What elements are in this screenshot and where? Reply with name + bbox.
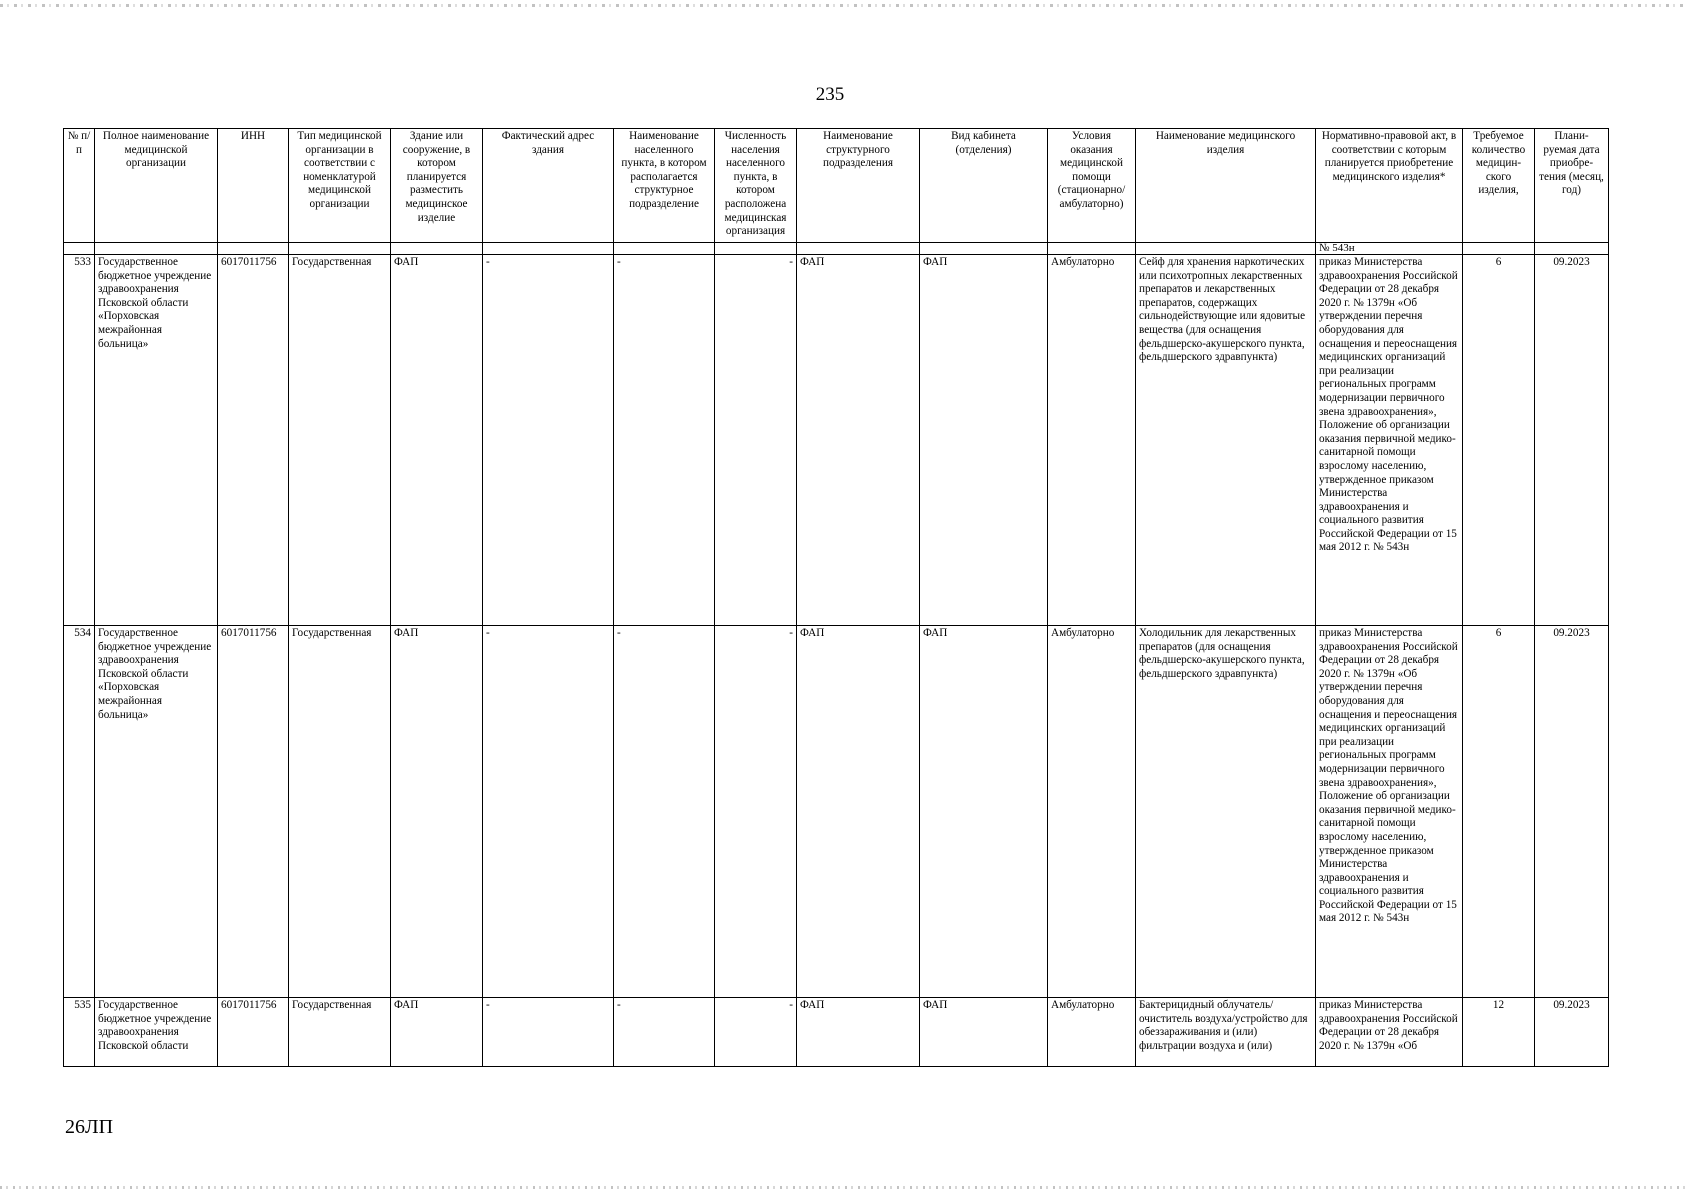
population: - bbox=[715, 255, 797, 626]
header-cell: Наименование структурного подразделения bbox=[797, 129, 920, 243]
organization-type: Государственная bbox=[289, 255, 391, 626]
header-cell: Требуемое количество медицин-ского изделия, bbox=[1463, 129, 1535, 243]
population: - bbox=[715, 626, 797, 998]
medical-device: Сейф для хранения наркотических или психотропных лекарственных препаратов и лекарственных препаратов, содержащих сильнодействующие или ядовитые вещества (для оснащения фельдшерско-акушерского пункта, фельдшерского здравпункта) bbox=[1136, 255, 1316, 626]
care-conditions: Амбулаторно bbox=[1048, 626, 1136, 998]
header-cell: № п/п bbox=[64, 129, 95, 243]
settlement: - bbox=[614, 626, 715, 998]
header-cell: Здание или сооружение, в котором планируется разместить медицинское изделие bbox=[391, 129, 483, 243]
row-number: 534 bbox=[64, 626, 95, 998]
organization-name: Государственное бюджетное учреждение здравоохранения Псковской области «Порховская межрайонная больница» bbox=[95, 255, 218, 626]
legal-act: приказ Министерства здравоохранения Российской Федерации от 28 декабря 2020 г. № 1379н «Об утверждении перечня оборудования для оснащения и переоснащения медицинских организаций при реализации региональных программ модернизации первичного звена здравоохранения», Положение об организации оказания первичной медико-санитарной помощи взрослому населению, утвержденное приказом Министерства здравоохранения и социального развития Российской Федерации от 15 мая 2012 г. № 543н bbox=[1316, 626, 1463, 998]
cabinet-type: ФАП bbox=[920, 255, 1048, 626]
organization-name: Государственное бюджетное учреждение здравоохранения Псковской области «Порховская межрайонная больница» bbox=[95, 626, 218, 998]
equipment-table bbox=[63, 128, 1609, 1067]
organization-type: Государственная bbox=[289, 626, 391, 998]
building: ФАП bbox=[391, 255, 483, 626]
medical-device: Холодильник для лекарственных препаратов (для оснащения фельдшерско-акушерского пункта, фельдшерского здравпункта) bbox=[1136, 626, 1316, 998]
continuation-text: № 543н bbox=[1316, 243, 1463, 255]
planned-date: 09.2023 bbox=[1535, 255, 1609, 626]
continuation-row bbox=[64, 243, 1609, 255]
planned-date: 09.2023 bbox=[1535, 626, 1609, 998]
quantity: 6 bbox=[1463, 626, 1535, 998]
cabinet-type: ФАП bbox=[920, 998, 1048, 1067]
header-cell: Условия оказания медицинской помощи (стационарно/ амбулаторно) bbox=[1048, 129, 1136, 243]
care-conditions: Амбулаторно bbox=[1048, 255, 1136, 626]
table-row bbox=[64, 998, 1609, 1067]
header-cell: Тип медицинской организации в соответствии с номенклатурой медицинской организации bbox=[289, 129, 391, 243]
table-row bbox=[64, 255, 1609, 626]
inn: 6017011756 bbox=[218, 626, 289, 998]
settlement: - bbox=[614, 998, 715, 1067]
page-number: 235 bbox=[815, 84, 845, 105]
quantity: 6 bbox=[1463, 255, 1535, 626]
row-number: 535 bbox=[64, 998, 95, 1067]
scan-noise-bottom bbox=[0, 1186, 1686, 1189]
settlement: - bbox=[614, 255, 715, 626]
table-header-row bbox=[64, 129, 1609, 243]
cabinet-type: ФАП bbox=[920, 626, 1048, 998]
header-cell: Нормативно-правовой акт, в соответствии с которым планируется приобретение медицинского изделия* bbox=[1316, 129, 1463, 243]
header-cell: Численность населения населенного пункта, в котором расположена медицинская организация bbox=[715, 129, 797, 243]
header-cell: Полное наименование медицинской организации bbox=[95, 129, 218, 243]
address: - bbox=[483, 255, 614, 626]
organization-type: Государственная bbox=[289, 998, 391, 1067]
legal-act: приказ Министерства здравоохранения Российской Федерации от 28 декабря 2020 г. № 1379н «Об bbox=[1316, 998, 1463, 1067]
inn: 6017011756 bbox=[218, 998, 289, 1067]
care-conditions: Амбулаторно bbox=[1048, 998, 1136, 1067]
header-cell: Наименование населенного пункта, в котором располагается структурное подразделение bbox=[614, 129, 715, 243]
structural-unit: ФАП bbox=[797, 626, 920, 998]
address: - bbox=[483, 626, 614, 998]
header-cell: Вид кабинета (отделения) bbox=[920, 129, 1048, 243]
quantity: 12 bbox=[1463, 998, 1535, 1067]
scan-noise-top bbox=[0, 4, 1686, 7]
structural-unit: ФАП bbox=[797, 998, 920, 1067]
header-cell: ИНН bbox=[218, 129, 289, 243]
medical-device: Бактерицидный облучатель/очиститель воздуха/устройство для обеззараживания и (или) фильтрации воздуха и (или) bbox=[1136, 998, 1316, 1067]
header-cell: Фактический адрес здания bbox=[483, 129, 614, 243]
inn: 6017011756 bbox=[218, 255, 289, 626]
population: - bbox=[715, 998, 797, 1067]
building: ФАП bbox=[391, 998, 483, 1067]
address: - bbox=[483, 998, 614, 1067]
row-number: 533 bbox=[64, 255, 95, 626]
footer-mark: 26ЛП bbox=[65, 1116, 114, 1138]
table-row bbox=[64, 626, 1609, 998]
legal-act: приказ Министерства здравоохранения Российской Федерации от 28 декабря 2020 г. № 1379н «Об утверждении перечня оборудования для оснащения и переоснащения медицинских организаций при реализации региональных программ модернизации первичного звена здравоохранения», Положение об организации оказания первичной медико-санитарной помощи взрослому населению, утвержденное приказом Министерства здравоохранения и социального развития Российской Федерации от 15 мая 2012 г. № 543н bbox=[1316, 255, 1463, 626]
building: ФАП bbox=[391, 626, 483, 998]
header-cell: Наименование медицинского изделия bbox=[1136, 129, 1316, 243]
organization-name: Государственное бюджетное учреждение здравоохранения Псковской области bbox=[95, 998, 218, 1067]
planned-date: 09.2023 bbox=[1535, 998, 1609, 1067]
structural-unit: ФАП bbox=[797, 255, 920, 626]
header-cell: Плани-руемая дата приобре-тения (месяц, год) bbox=[1535, 129, 1609, 243]
